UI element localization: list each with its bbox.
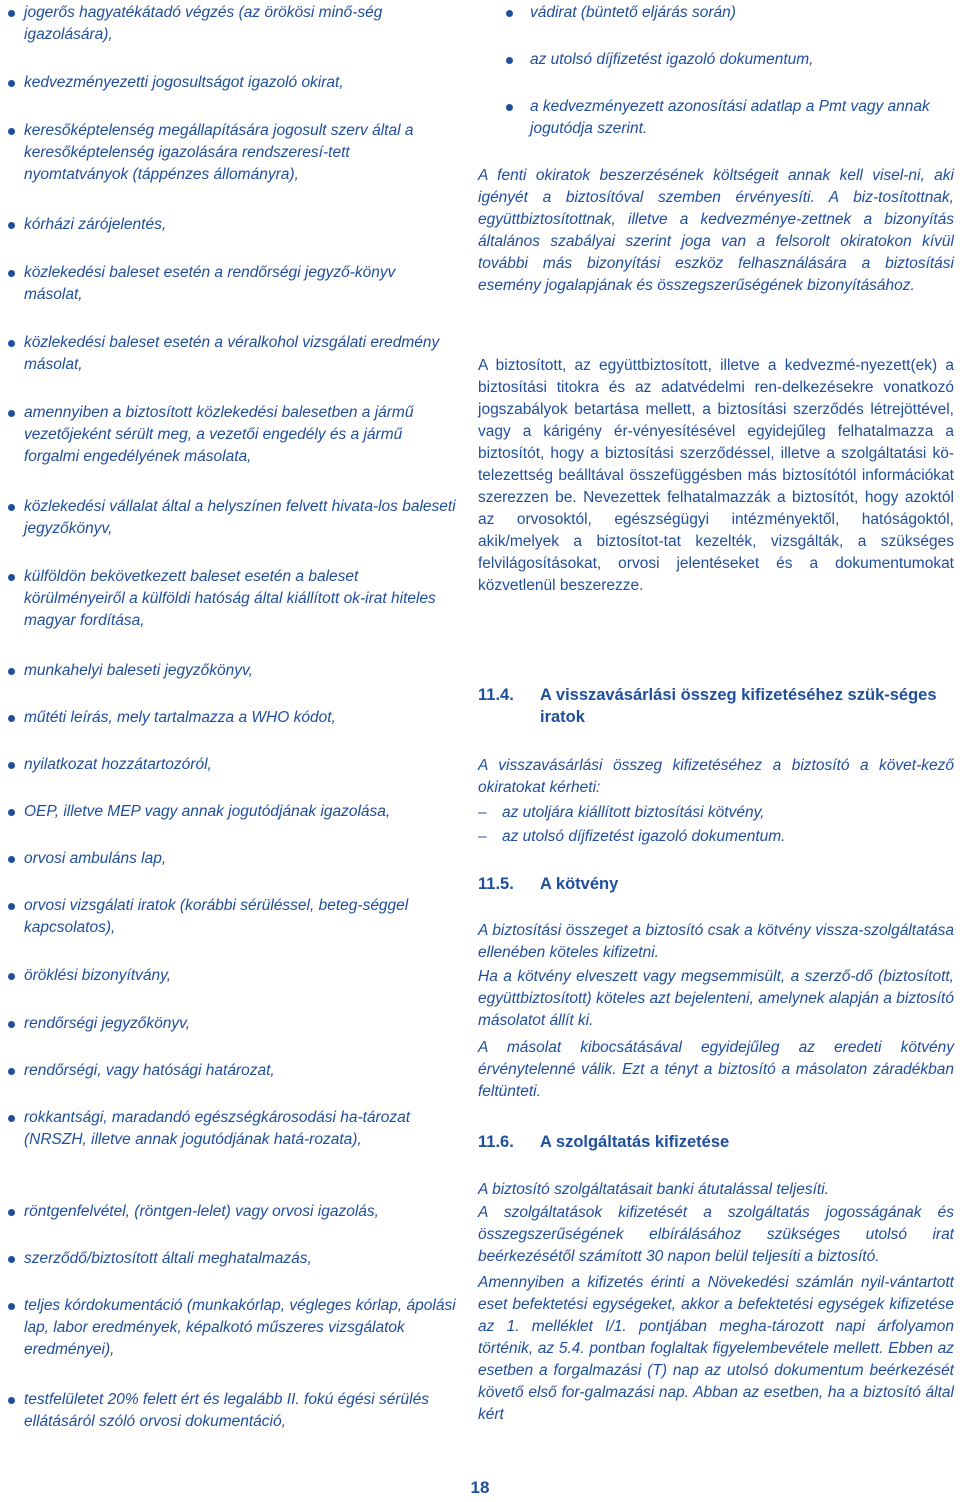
bullet-icon [8,1303,15,1310]
bullet-icon [8,1209,15,1216]
list-item: orvosi ambuláns lap, [8,848,456,870]
section-number: 11.5. [478,875,514,893]
bullet-icon [8,340,15,347]
section-heading-11-5 [478,873,954,895]
dash-item: – az utoljára kiállított biztosítási kötvény, [478,804,765,821]
paragraph-11-6-c: Amennyiben a kifizetés érinti a Növekedési számlán nyil-vántartott eset befektetési egységeket, akkor a befektetési egységek kifizetése az 1. melléklet I/1. pontjában megha-tározott napi árfolyamon történik, az 5.4. pontban foglaltak figyelembevétele mellett. Ebben az esetben a forgalmazási (T) nap az utolsó dokumentum beérkezését követő első for-galmazási nap. Abban az esetben, ha a biztosító által kért [478,1274,954,1423]
bullet-icon [8,504,15,511]
list-item: kórházi zárójelentés, [8,214,456,236]
list-item: külföldön bekövetkezett baleset esetén a baleset körülményeiről a külföldi hatóság által kiállított ok-irat hiteles magyar fordítása, [8,566,456,632]
paragraph-11-5-b: Ha a kötvény elveszett vagy megsemmisült, a szerző-dő (biztosított, együttbiztosított) köteles azt bejelenteni, amelynek alapján a biztosító másolatot állít ki. [478,968,954,1029]
paragraph-11-5-a: A biztosítási összeget a biztosító csak a kötvény vissza-szolgáltatása ellenében köteles kifizetni. [478,922,954,961]
bullet-icon [506,57,513,64]
bullet-icon [8,973,15,980]
list-item: vádirat (büntető eljárás során) [478,2,954,24]
list-item: a kedvezményezett azonosítási adatlap a Pmt vagy annak jogutódja szerint. [478,96,954,140]
bullet-icon [8,222,15,229]
list-item: rokkantsági, maradandó egészségkárosodási ha-tározat (NRSZH, illetve annak jogutódjának hatá-rozata), [8,1107,456,1151]
paragraph-costs: A fenti okiratok beszerzésének költségeit annak kell visel-ni, aki igényét a biztosítóval szemben érvényesíti. A biz-tosítottnak, együttbiztosítottnak, illetve a kedvezménye-zettnek a bizonyítás általános szabályai szerint joga van a felsorolt okiratokon kívül további más bizonyítási eszköz felhasználására a biztosítási esemény jogalapjának és összegszerűségének bizonyításához. [478,167,954,294]
bullet-icon [8,1068,15,1075]
paragraph-11-6-a: A biztosító szolgáltatásait banki átutalással teljesíti. [478,1181,829,1198]
list-item: közlekedési baleset esetén a véralkohol vizsgálati eredmény másolat, [8,332,456,376]
list-item: szerződő/biztosított általi meghatalmazás, [8,1248,456,1270]
list-item: rendőrségi, vagy hatósági határozat, [8,1060,456,1082]
list-item: OEP, illetve MEP vagy annak jogutódjának igazolása, [8,801,456,823]
list-item: közlekedési vállalat által a helyszínen felvett hivata-los baleseti jegyzőkönyv, [8,496,456,540]
list-item: amennyiben a biztosított közlekedési balesetben a jármű vezetőjeként sérült meg, a vezetői engedély és a jármű forgalmi engedélyének másolata, [8,402,456,468]
bullet-icon [8,80,15,87]
list-item: rendőrségi jegyzőkönyv, [8,1013,456,1035]
bullet-icon [8,270,15,277]
bullet-icon [8,410,15,417]
paragraph-11-5-c: A másolat kibocsátásával egyidejűleg az eredeti kötvény érvénytelenné válik. Ezt a tényt a biztosító a másolaton záradékban feltünteti. [478,1039,954,1100]
list-item: teljes kórdokumentáció (munkakórlap, végleges kórlap, ápolási lap, labor eredmények, képalkotó műszeres vizsgálatok eredményei), [8,1295,456,1361]
bullet-icon [8,1397,15,1404]
page-number: 18 [470,1478,490,1497]
bullet-icon [8,809,15,816]
bullet-icon [8,762,15,769]
dash-item: – az utolsó díjfizetést igazoló dokumentum. [478,828,786,845]
section-heading-11-6 [478,1131,954,1153]
list-item: öröklési bizonyítvány, [8,965,456,987]
list-item: közlekedési baleset esetén a rendőrségi jegyző-könyv másolat, [8,262,456,306]
paragraph-11-4: A visszavásárlási összeg kifizetéséhez a biztosító a követ-kező okiratokat kérheti: [478,757,954,796]
list-item: nyilatkozat hozzátartozóról, [8,754,456,776]
bullet-icon [8,128,15,135]
bullet-icon [8,903,15,910]
bullet-icon [506,104,513,111]
list-item: jogerős hagyatékátadó végzés (az örökösi minő-ség igazolására), [8,2,456,46]
section-title: A szolgáltatás kifizetése [540,1133,730,1151]
bullet-icon [8,856,15,863]
list-item: testfelületet 20% felett ért és legalább II. fokú égési sérülés ellátásáról szóló orvosi dokumentáció, [8,1389,456,1433]
list-item: munkahelyi baleseti jegyzőkönyv, [8,660,456,682]
bullet-icon [506,10,513,17]
section-number: 11.6. [478,1133,514,1151]
section-heading-11-4 [478,684,954,728]
bullet-icon [8,1256,15,1263]
section-title: A visszavásárlási összeg kifizetéséhez szük-séges iratok [540,686,937,726]
bullet-icon [8,668,15,675]
list-item: az utolsó díjfizetést igazoló dokumentum, [478,49,954,71]
list-item: kedvezményezetti jogosultságot igazoló okirat, [8,72,456,94]
paragraph-11-6-b: A szolgáltatások kifizetését a szolgáltatás jogosságának és összegszerűségének elbírálásához szükséges utolsó irat beérkezésétől számított 30 napon belül teljesíti a biztosító. [478,1204,954,1265]
bullet-icon [8,574,15,581]
list-item: orvosi vizsgálati iratok (korábbi sérüléssel, beteg-séggel kapcsolatos), [8,895,456,939]
paragraph-authorization: A biztosított, az együttbiztosított, illetve a kedvezmé-nyezett(ek) a biztosítási titokra és az adatvédelmi ren-delkezésekre vonatkozó jogszabályok betartása mellett, a biztosítási szerződés létrejöttével, vagy a kárigény ér-vényesítésével egyidejűleg felhatalmazza a biztosítót, hogy a biztosítási szerződéssel, illetve a szolgáltatási kö-telezettség beálltával összefüggésben más biztosítótól információkat szerezzen be. Nevezettek felhatalmazzák a biztosítót, hogy azoktól az orvosoktól, egészségügyi intézményektől, hatóságoktól, akik/melyek a biztosítot-tat kezelték, vizsgálták, a szükséges felvilágosításokat, orvosi jelentéseket és a dokumentumokat közvetlenül beszerezze. [478,357,954,594]
bullet-icon [8,715,15,722]
bullet-icon [8,10,15,17]
section-number: 11.4. [478,686,514,704]
list-item: röntgenfelvétel, (röntgen-lelet) vagy orvosi igazolás, [8,1201,456,1223]
list-item: keresőképtelenség megállapítására jogosult szerv által a keresőképtelenség igazolására rendszeresí-tett nyomtatványok (táppénzes állományra), [8,120,456,186]
list-item: műtéti leírás, mely tartalmazza a WHO kódot, [8,707,456,729]
bullet-icon [8,1021,15,1028]
section-title: A kötvény [540,875,619,893]
bullet-icon [8,1115,15,1122]
